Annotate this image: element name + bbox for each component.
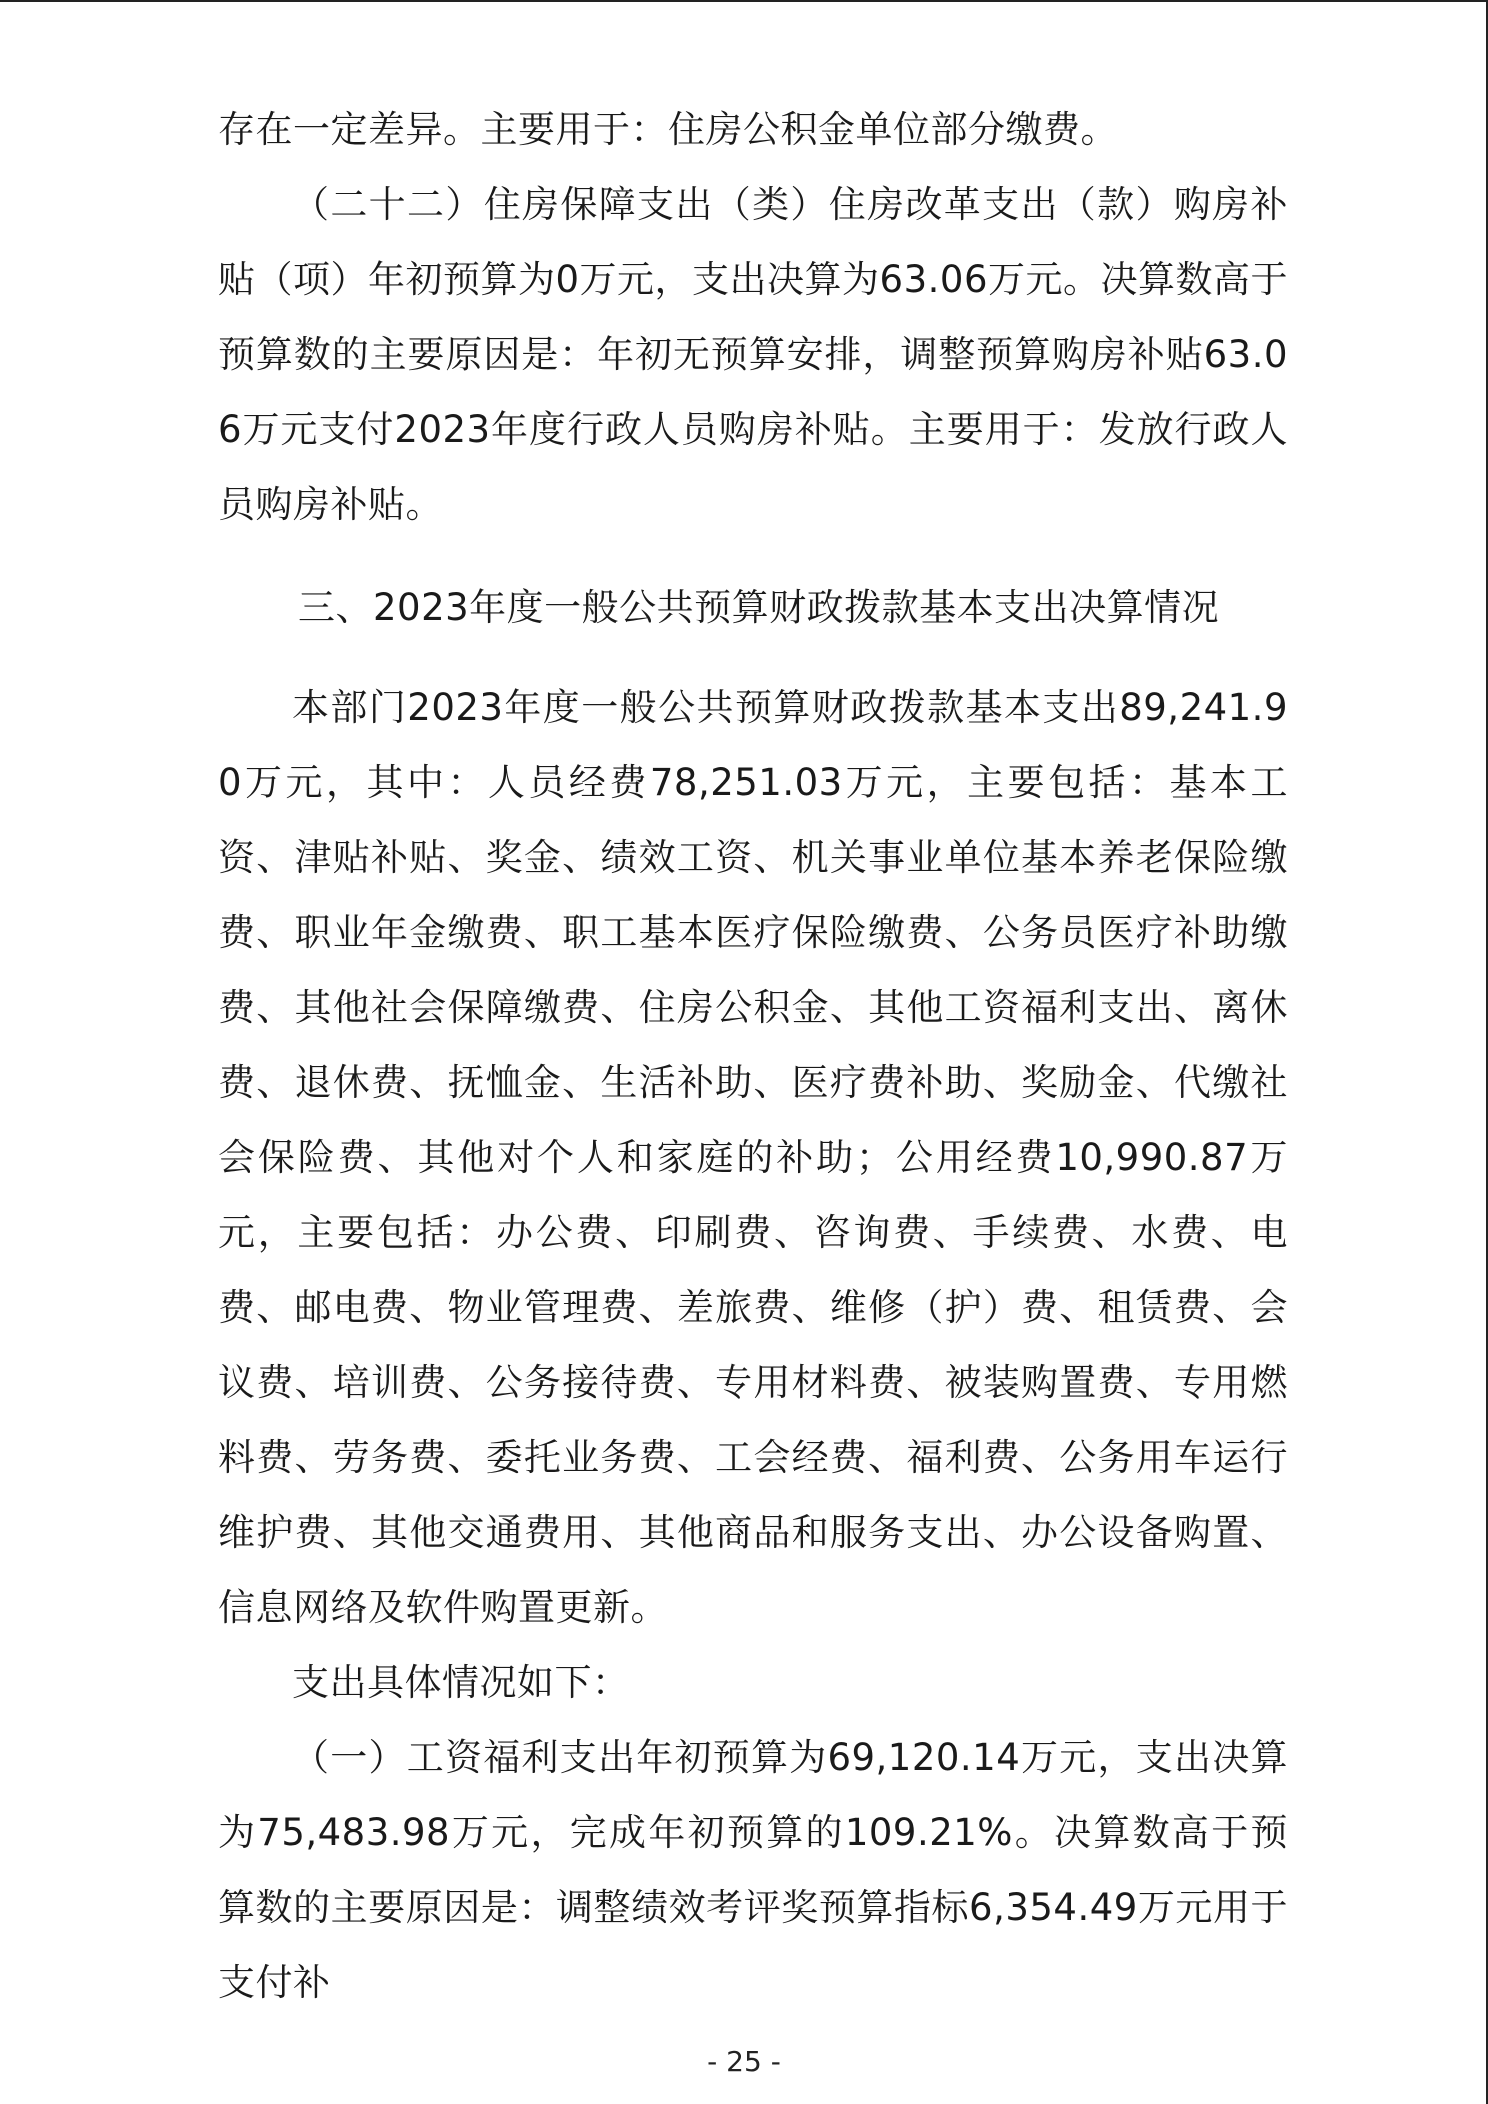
paragraph-housing-subsidy: （二十二）住房保障支出（类）住房改革支出（款）购房补贴（项）年初预算为0万元，支出决算为63.06万元。决算数高于预算数的主要原因是：年初无预算安排，调整预算购房补贴63.06万元支付2023年度行政人员购房补贴。主要用于：发放行政人员购房补贴。 bbox=[218, 183, 1288, 526]
page-number: - 25 - bbox=[707, 2045, 781, 2078]
paragraph-continuation: 存在一定差异。主要用于：住房公积金单位部分缴费。 bbox=[218, 108, 1118, 151]
paragraph-basic-expenditure: 本部门2023年度一般公共预算财政拨款基本支出89,241.90万元，其中：人员经费78,251.03万元，主要包括：基本工资、津贴补贴、奖金、绩效工资、机关事业单位基本养老保险缴费、职业年金缴费、职工基本医疗保险缴费、公务员医疗补助缴费、其他社会保障缴费、住房公积金、其他工资福利支出、离休费、退休费、抚恤金、生活补助、医疗费补助、奖励金、代缴社会保险费、其他对个人和家庭的补助；公用经费10,990.87万元，主要包括：办公费、印刷费、咨询费、手续费、水费、电费、邮电费、物业管理费、差旅费、维修（护）费、租赁费、会议费、培训费、公务接待费、专用材料费、被装购置费、专用燃料费、劳务费、委托业务费、工会经费、福利费、公务用车运行维护费、其他交通费用、其他商品和服务支出、办公设备购置、信息网络及软件购置更新。 bbox=[218, 686, 1288, 1629]
page-top-border bbox=[0, 0, 1488, 2]
section-heading: 三、2023年度一般公共预算财政拨款基本支出决算情况 bbox=[298, 586, 1220, 629]
paragraph-details-intro: 支出具体情况如下： bbox=[292, 1661, 630, 1704]
document-body bbox=[218, 92, 1288, 2020]
paragraph-salary-welfare: （一）工资福利支出年初预算为69,120.14万元，支出决算为75,483.98万元，完成年初预算的109.21%。决算数高于预算数的主要原因是：调整绩效考评奖预算指标6,354.49万元用于支付补 bbox=[218, 1736, 1288, 2004]
